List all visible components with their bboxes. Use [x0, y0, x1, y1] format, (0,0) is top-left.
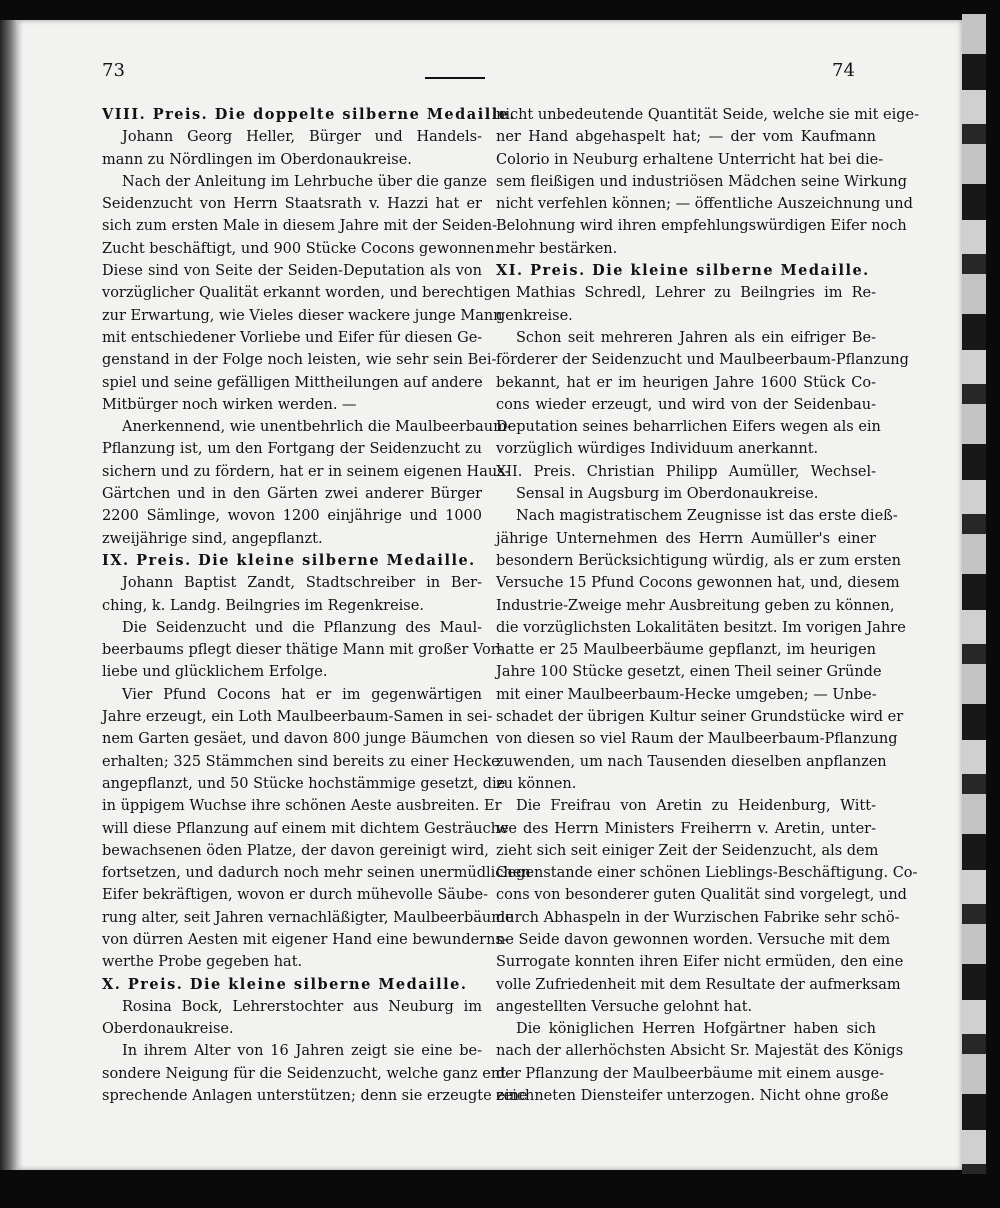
text-line: förderer der Seidenzucht und Maulbeerbaum-Pflanzung: [496, 352, 909, 369]
text-line: nicht verfehlen können; — öffentliche Auszeichnung und: [496, 196, 913, 213]
text-line: cons wieder erzeugt, und wird von der Seidenbau-: [496, 396, 876, 413]
page-number-left: 73: [102, 60, 125, 81]
text-line: jährige Unternehmen des Herrn Aumüller's einer: [496, 530, 876, 547]
text-line: ner Hand abgehaspelt hat; — der vom Kaufmann: [496, 129, 876, 146]
text-line: Zucht beschäftigt, und 900 Stücke Cocons gewonnen.: [102, 240, 500, 257]
text-line: Colorio in Neuburg erhaltene Unterricht hat bei die-: [496, 151, 884, 168]
text-line: zur Erwartung, wie Vieles dieser wackere junge Mann: [102, 307, 503, 324]
header-rule: [425, 77, 485, 79]
text-line: Seidenzucht von Herrn Staatsrath v. Hazzi hat er: [102, 196, 482, 213]
text-line: sichern und zu fördern, hat er in seinem eigenen Haus-: [102, 463, 510, 480]
text-line: Diese sind von Seite der Seiden-Deputation als von: [102, 263, 482, 280]
text-line: mehr bestärken.: [496, 240, 618, 257]
text-line: Sensal in Augsburg im Oberdonaukreise.: [516, 486, 819, 503]
text-line: der Pflanzung der Maulbeerbäume mit einem ausge-: [496, 1065, 884, 1082]
text-line: schadet der übrigen Kultur seiner Grundstücke wird er: [496, 709, 904, 726]
text-line: beerbaums pflegt dieser thätige Mann mit großer Vor-: [102, 642, 503, 659]
text-line: Industrie-Zweige mehr Ausbreitung geben zu können,: [496, 597, 895, 614]
right-text-column: [496, 104, 919, 1107]
text-line: bekannt, hat er im heurigen Jahre 1600 Stück Co-: [496, 374, 876, 391]
text-line: von diesen so viel Raum der Maulbeerbaum-Pflanzung: [496, 731, 898, 748]
text-line: besondern Berücksichtigung würdig, als er zum ersten: [496, 552, 901, 569]
text-line: Surrogate konnten ihren Eifer nicht ermüden, den eine: [496, 954, 904, 971]
text-line: Jahre 100 Stücke gesetzt, einen Theil seiner Gründe: [496, 664, 882, 681]
text-line: we des Herrn Ministers Freiherrn v. Aretin, unter-: [496, 820, 876, 837]
text-line: Belohnung wird ihren empfehlungswürdigen Eifer noch: [496, 218, 907, 235]
text-line: zeichneten Diensteifer unterzogen. Nicht ohne große: [496, 1088, 889, 1105]
text-line: spiel und seine gefälligen Mittheilungen auf andere: [102, 374, 483, 391]
text-line: ne Seide davon gewonnen worden. Versuche mit dem: [496, 931, 891, 948]
left-text-column: [102, 104, 531, 1107]
text-line: X. Preis. Die kleine silberne Medaille.: [102, 975, 468, 993]
text-line: Schon seit mehreren Jahren als ein eifriger Be-: [516, 329, 876, 346]
text-line: Die Freifrau von Aretin zu Heidenburg, Witt-: [516, 798, 876, 815]
text-line: Jahre erzeugt, ein Loth Maulbeerbaum-Samen in sei-: [102, 709, 493, 726]
text-line: Nach der Anleitung im Lehrbuche über die ganze: [122, 173, 487, 190]
text-line: nicht unbedeutende Quantität Seide, welche sie mit eige-: [496, 107, 919, 123]
text-line: Mitbürger noch wirken werden. —: [102, 396, 357, 413]
text-line: Deputation seines beharrlichen Eifers wegen als ein: [496, 419, 881, 436]
text-line: die vorzüglichsten Lokalitäten besitzt. Im vorigen Jahre: [496, 619, 906, 636]
text-line: Rosina Bock, Lehrerstochter aus Neuburg im: [122, 998, 482, 1015]
text-line: angepflanzt, und 50 Stücke hochstämmige gesetzt, die: [102, 775, 506, 792]
text-line: mit entschiedener Vorliebe und Eifer für diesen Ge-: [102, 329, 483, 346]
text-line: In ihrem Alter von 16 Jahren zeigt sie eine be-: [122, 1043, 482, 1060]
text-line: Gegenstande einer schönen Lieblings-Beschäftigung. Co-: [496, 865, 918, 882]
text-line: von dürren Aesten mit eigener Hand eine bewunderns-: [102, 931, 508, 948]
text-line: Die königlichen Herren Hofgärtner haben sich: [516, 1021, 876, 1038]
text-line: Nach magistratischem Zeugnisse ist das erste dieß-: [516, 508, 898, 525]
text-line: vorzüglicher Qualität erkannt worden, und berechtigen: [102, 285, 511, 302]
text-line: Die Seidenzucht und die Pflanzung des Maul-: [122, 619, 482, 636]
text-line: will diese Pflanzung auf einem mit dichtem Gesträuche: [102, 820, 509, 837]
text-line: Eifer bekräftigen, wovon er durch mühevolle Säube-: [102, 887, 489, 904]
text-line: cons von besonderer guten Qualität sind vorgelegt, und: [496, 887, 907, 904]
text-line: vorzüglich würdiges Individuum anerkannt.: [496, 441, 819, 458]
text-line: sem fleißigen und industriösen Mädchen seine Wirkung: [496, 173, 908, 190]
text-line: mann zu Nördlingen im Oberdonaukreise.: [102, 151, 412, 168]
text-line: XII. Preis. Christian Philipp Aumüller, Wechsel-: [496, 463, 876, 480]
text-line: VIII. Preis. Die doppelte silberne Medaille.: [102, 106, 516, 123]
text-line: in üppigem Wuchse ihre schönen Aeste ausbreiten. Er: [102, 798, 502, 815]
text-line: ching, k. Landg. Beilngries im Regenkreise.: [102, 597, 424, 614]
page-edge-stack: [962, 14, 986, 1174]
text-line: nach der allerhöchsten Absicht Sr. Majestät des Königs: [496, 1043, 904, 1060]
text-line: hatte er 25 Maulbeerbäume gepflanzt, im heurigen: [496, 642, 876, 659]
text-line: Johann Georg Heller, Bürger und Handels-: [122, 129, 482, 146]
text-line: liebe und glücklichem Erfolge.: [102, 664, 328, 681]
text-line: erhalten; 325 Stämmchen sind bereits zu einer Hecke: [102, 753, 500, 770]
text-line: genstand in der Folge noch leisten, wie sehr sein Bei-: [102, 352, 497, 369]
text-line: Johann Baptist Zandt, Stadtschreiber in Ber-: [122, 575, 482, 592]
text-line: Anerkennend, wie unentbehrlich die Maulbeerbaum-: [122, 419, 512, 436]
text-line: sich zum ersten Male in diesem Jahre mit der Seiden-: [102, 218, 497, 235]
text-line: Mathias Schredl, Lehrer zu Beilngries im Re-: [516, 285, 876, 302]
text-line: werthe Probe gegeben hat.: [102, 954, 303, 971]
text-line: Gärtchen und in den Gärten zwei anderer Bürger: [102, 486, 482, 503]
text-line: mit einer Maulbeerbaum-Hecke umgeben; — Unbe-: [496, 686, 877, 703]
text-line: nem Garten gesäet, und davon 800 junge Bäumchen: [102, 731, 489, 748]
text-line: Versuche 15 Pfund Cocons gewonnen hat, und, diesem: [496, 575, 900, 592]
text-line: fortsetzen, und dadurch noch mehr seinen unermüdlichen: [102, 865, 531, 882]
text-line: zuwenden, um nach Tausenden dieselben anpflanzen: [496, 753, 887, 770]
text-line: Vier Pfund Cocons hat er im gegenwärtigen: [122, 686, 482, 703]
text-line: angestellten Versuche gelohnt hat.: [496, 998, 753, 1015]
text-line: zu können.: [496, 775, 577, 792]
text-line: rung alter, seit Jahren vernachläßigter, Maulbeerbäume: [102, 909, 514, 926]
text-line: volle Zufriedenheit mit dem Resultate der aufmerksam: [496, 976, 901, 993]
text-line: sprechende Anlagen unterstützen; denn sie erzeugte eine: [102, 1088, 528, 1105]
text-line: bewachsenen öden Platze, der davon gereinigt wird,: [102, 842, 489, 859]
text-line: zieht sich seit einiger Zeit der Seidenzucht, als dem: [496, 842, 879, 859]
text-line: zweijährige sind, angepflanzt.: [102, 530, 323, 547]
text-line: Pflanzung ist, um den Fortgang der Seidenzucht zu: [102, 441, 482, 458]
text-line: IX. Preis. Die kleine silberne Medaille.: [102, 551, 476, 569]
book-fold: [0, 20, 18, 1170]
text-line: sondere Neigung für die Seidenzucht, welche ganz ent-: [102, 1065, 511, 1082]
page-number-right: 74: [832, 60, 855, 81]
text-line: genkreise.: [496, 307, 573, 324]
text-line: XI. Preis. Die kleine silberne Medaille.: [496, 262, 870, 280]
text-line: 2200 Sämlinge, wovon 1200 einjährige und 1000: [102, 508, 482, 525]
text-line: Oberdonaukreise.: [102, 1021, 234, 1038]
text-line: durch Abhaspeln in der Wurzischen Fabrike sehr schö-: [496, 909, 900, 926]
